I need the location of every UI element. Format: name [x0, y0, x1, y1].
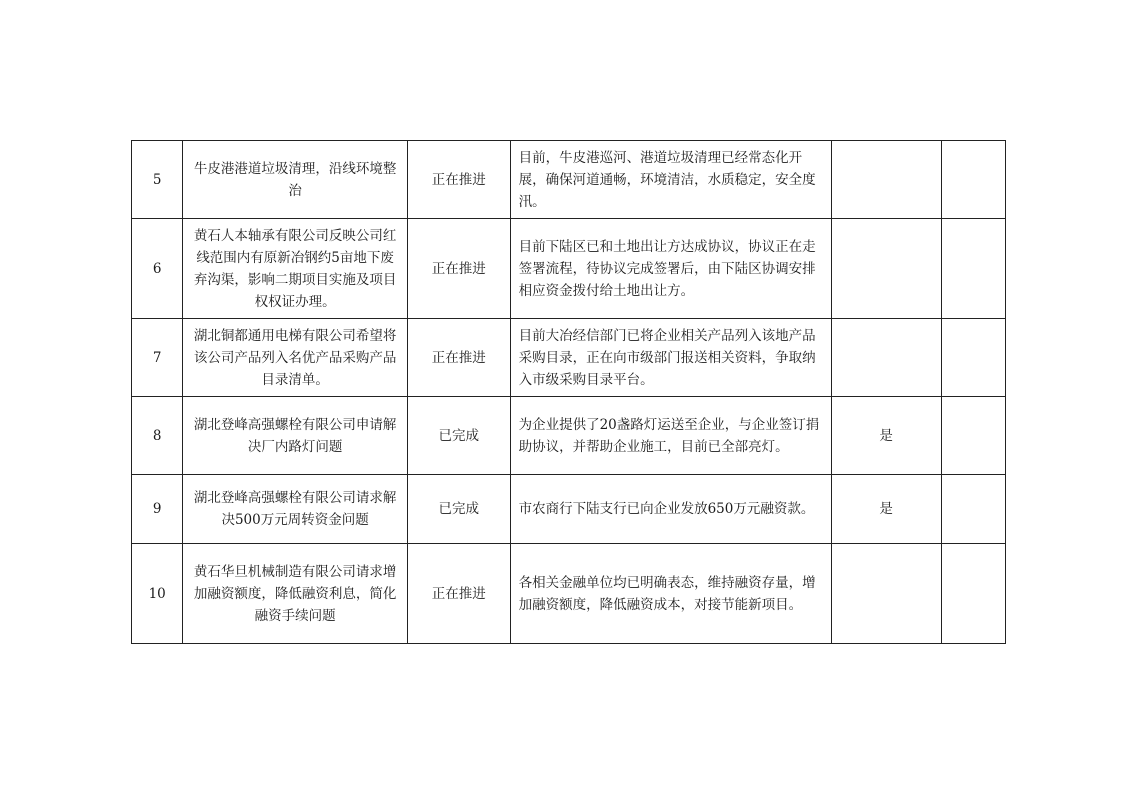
completed-flag	[831, 544, 941, 644]
status-cell: 已完成	[407, 397, 510, 475]
note-cell	[941, 397, 1005, 475]
row-number: 10	[132, 544, 183, 644]
issue-description: 湖北登峰高强螺栓有限公司申请解决厂内路灯问题	[183, 397, 408, 475]
table-row	[132, 141, 1006, 219]
table-row	[132, 475, 1006, 544]
note-cell	[941, 219, 1005, 319]
row-number: 8	[132, 397, 183, 475]
progress-description: 为企业提供了20盏路灯运送至企业，与企业签订捐助协议，并帮助企业施工，目前已全部亮灯。	[510, 397, 831, 475]
row-number: 6	[132, 219, 183, 319]
completed-flag	[831, 319, 941, 397]
progress-description: 各相关金融单位均已明确表态，维持融资存量，增加融资额度，降低融资成本，对接节能新项目。	[510, 544, 831, 644]
row-number: 7	[132, 319, 183, 397]
issue-description: 湖北登峰高强螺栓有限公司请求解决500万元周转资金问题	[183, 475, 408, 544]
note-cell	[941, 319, 1005, 397]
table-row	[132, 544, 1006, 644]
issue-description: 湖北铜都通用电梯有限公司希望将该公司产品列入名优产品采购产品目录清单。	[183, 319, 408, 397]
note-cell	[941, 475, 1005, 544]
status-cell: 正在推进	[407, 319, 510, 397]
row-number: 9	[132, 475, 183, 544]
row-number: 5	[132, 141, 183, 219]
issue-description: 牛皮港港道垃圾清理，沿线环境整治	[183, 141, 408, 219]
status-cell: 正在推进	[407, 544, 510, 644]
completed-flag	[831, 219, 941, 319]
progress-description: 目前大冶经信部门已将企业相关产品列入该地产品采购目录，正在向市级部门报送相关资料，争取纳入市级采购目录平台。	[510, 319, 831, 397]
issue-description: 黄石人本轴承有限公司反映公司红线范围内有原新冶钢约5亩地下废弃沟渠，影响二期项目实施及项目权权证办理。	[183, 219, 408, 319]
table-row	[132, 319, 1006, 397]
issues-table	[131, 140, 1006, 644]
note-cell	[941, 544, 1005, 644]
note-cell	[941, 141, 1005, 219]
status-cell: 正在推进	[407, 219, 510, 319]
table-row	[132, 397, 1006, 475]
progress-description: 目前下陆区已和土地出让方达成协议，协议正在走签署流程，待协议完成签署后，由下陆区协调安排相应资金拨付给土地出让方。	[510, 219, 831, 319]
status-cell: 正在推进	[407, 141, 510, 219]
issue-description: 黄石华旦机械制造有限公司请求增加融资额度，降低融资利息，简化融资手续问题	[183, 544, 408, 644]
completed-flag	[831, 141, 941, 219]
completed-flag: 是	[831, 397, 941, 475]
progress-description: 目前，牛皮港巡河、港道垃圾清理已经常态化开展，确保河道通畅，环境清洁，水质稳定，安全度汛。	[510, 141, 831, 219]
completed-flag: 是	[831, 475, 941, 544]
table-row	[132, 219, 1006, 319]
progress-description: 市农商行下陆支行已向企业发放650万元融资款。	[510, 475, 831, 544]
status-cell: 已完成	[407, 475, 510, 544]
